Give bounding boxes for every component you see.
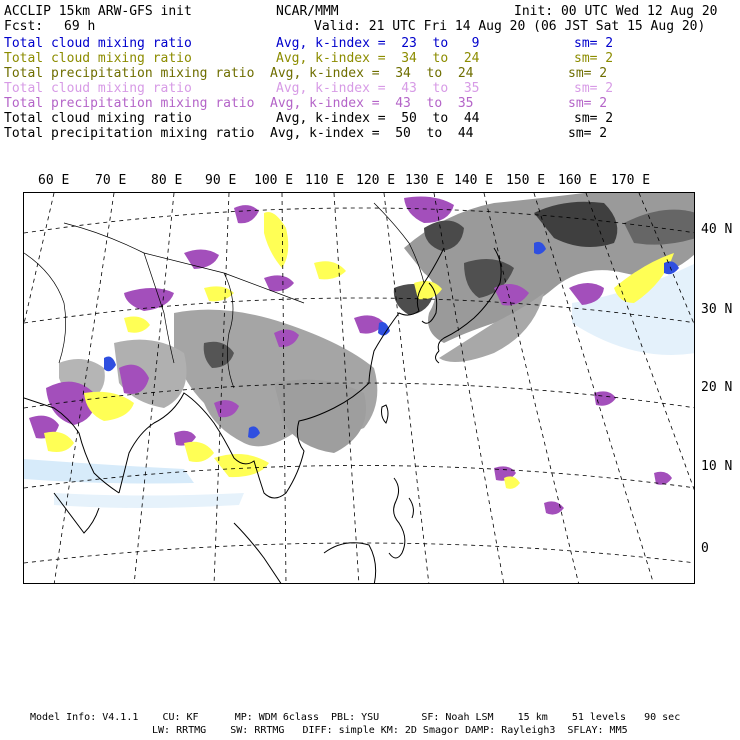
lon-label: 140 E <box>454 173 494 188</box>
model-info-line2: LW: RRTMG SW: RRTMG DIFF: simple KM: 2D Smagor DAMP: Rayleigh3 SFLAY: MM5 <box>152 725 628 736</box>
lon-label: 80 E <box>151 173 183 188</box>
map-panel <box>23 192 695 584</box>
lon-label: 150 E <box>506 173 546 188</box>
model-title: ACCLIP 15km ARW-GFS init <box>4 4 192 19</box>
field-sm: sm= 2 <box>574 51 614 66</box>
field-name: Total cloud mixing ratio <box>4 51 192 66</box>
lat-label: 0 <box>701 541 709 556</box>
lon-label: 120 E <box>356 173 396 188</box>
field-sm: sm= 2 <box>568 66 608 81</box>
field-sm: sm= 2 <box>574 81 614 96</box>
field-name: Total precipitation mixing ratio <box>4 96 255 111</box>
lon-label: 130 E <box>405 173 445 188</box>
field-name: Total cloud mixing ratio <box>4 81 192 96</box>
org-label: NCAR/MMM <box>276 4 339 19</box>
field-range: Avg, k-index = 43 to 35 <box>276 81 480 96</box>
lat-label: 20 N <box>701 380 733 395</box>
field-range: Avg, k-index = 34 to 24 <box>270 66 474 81</box>
lon-label: 90 E <box>205 173 237 188</box>
lon-label: 160 E <box>558 173 598 188</box>
field-range: Avg, k-index = 34 to 24 <box>276 51 480 66</box>
lat-label: 30 N <box>701 302 733 317</box>
model-info-line1: Model Info: V4.1.1 CU: KF MP: WDM 6class PBL: YSU SF: Noah LSM 15 km 51 levels 90 sec <box>30 712 681 723</box>
fcst-value: 69 h <box>64 19 96 34</box>
field-sm: sm= 2 <box>568 96 608 111</box>
lon-label: 110 E <box>305 173 345 188</box>
field-range: Avg, k-index = 50 to 44 <box>276 111 480 126</box>
field-name: Total precipitation mixing ratio <box>4 66 255 81</box>
field-sm: sm= 2 <box>568 126 608 141</box>
field-range: Avg, k-index = 50 to 44 <box>270 126 474 141</box>
valid-time: Valid: 21 UTC Fri 14 Aug 20 (06 JST Sat 15 Aug 20) <box>314 19 706 34</box>
init-time: Init: 00 UTC Wed 12 Aug 20 <box>514 4 718 19</box>
lat-label: 10 N <box>701 459 733 474</box>
fcst-label: Fcst: <box>4 19 44 34</box>
field-range: Avg, k-index = 43 to 35 <box>270 96 474 111</box>
field-name: Total cloud mixing ratio <box>4 36 192 51</box>
field-sm: sm= 2 <box>574 111 614 126</box>
map-canvas <box>24 193 695 584</box>
lon-label: 170 E <box>611 173 651 188</box>
lon-label: 100 E <box>254 173 294 188</box>
lon-label: 70 E <box>95 173 127 188</box>
field-name: Total cloud mixing ratio <box>4 111 192 126</box>
field-range: Avg, k-index = 23 to 9 <box>276 36 480 51</box>
field-sm: sm= 2 <box>574 36 614 51</box>
lat-label: 40 N <box>701 222 733 237</box>
lon-label: 60 E <box>38 173 70 188</box>
field-name: Total precipitation mixing ratio <box>4 126 255 141</box>
